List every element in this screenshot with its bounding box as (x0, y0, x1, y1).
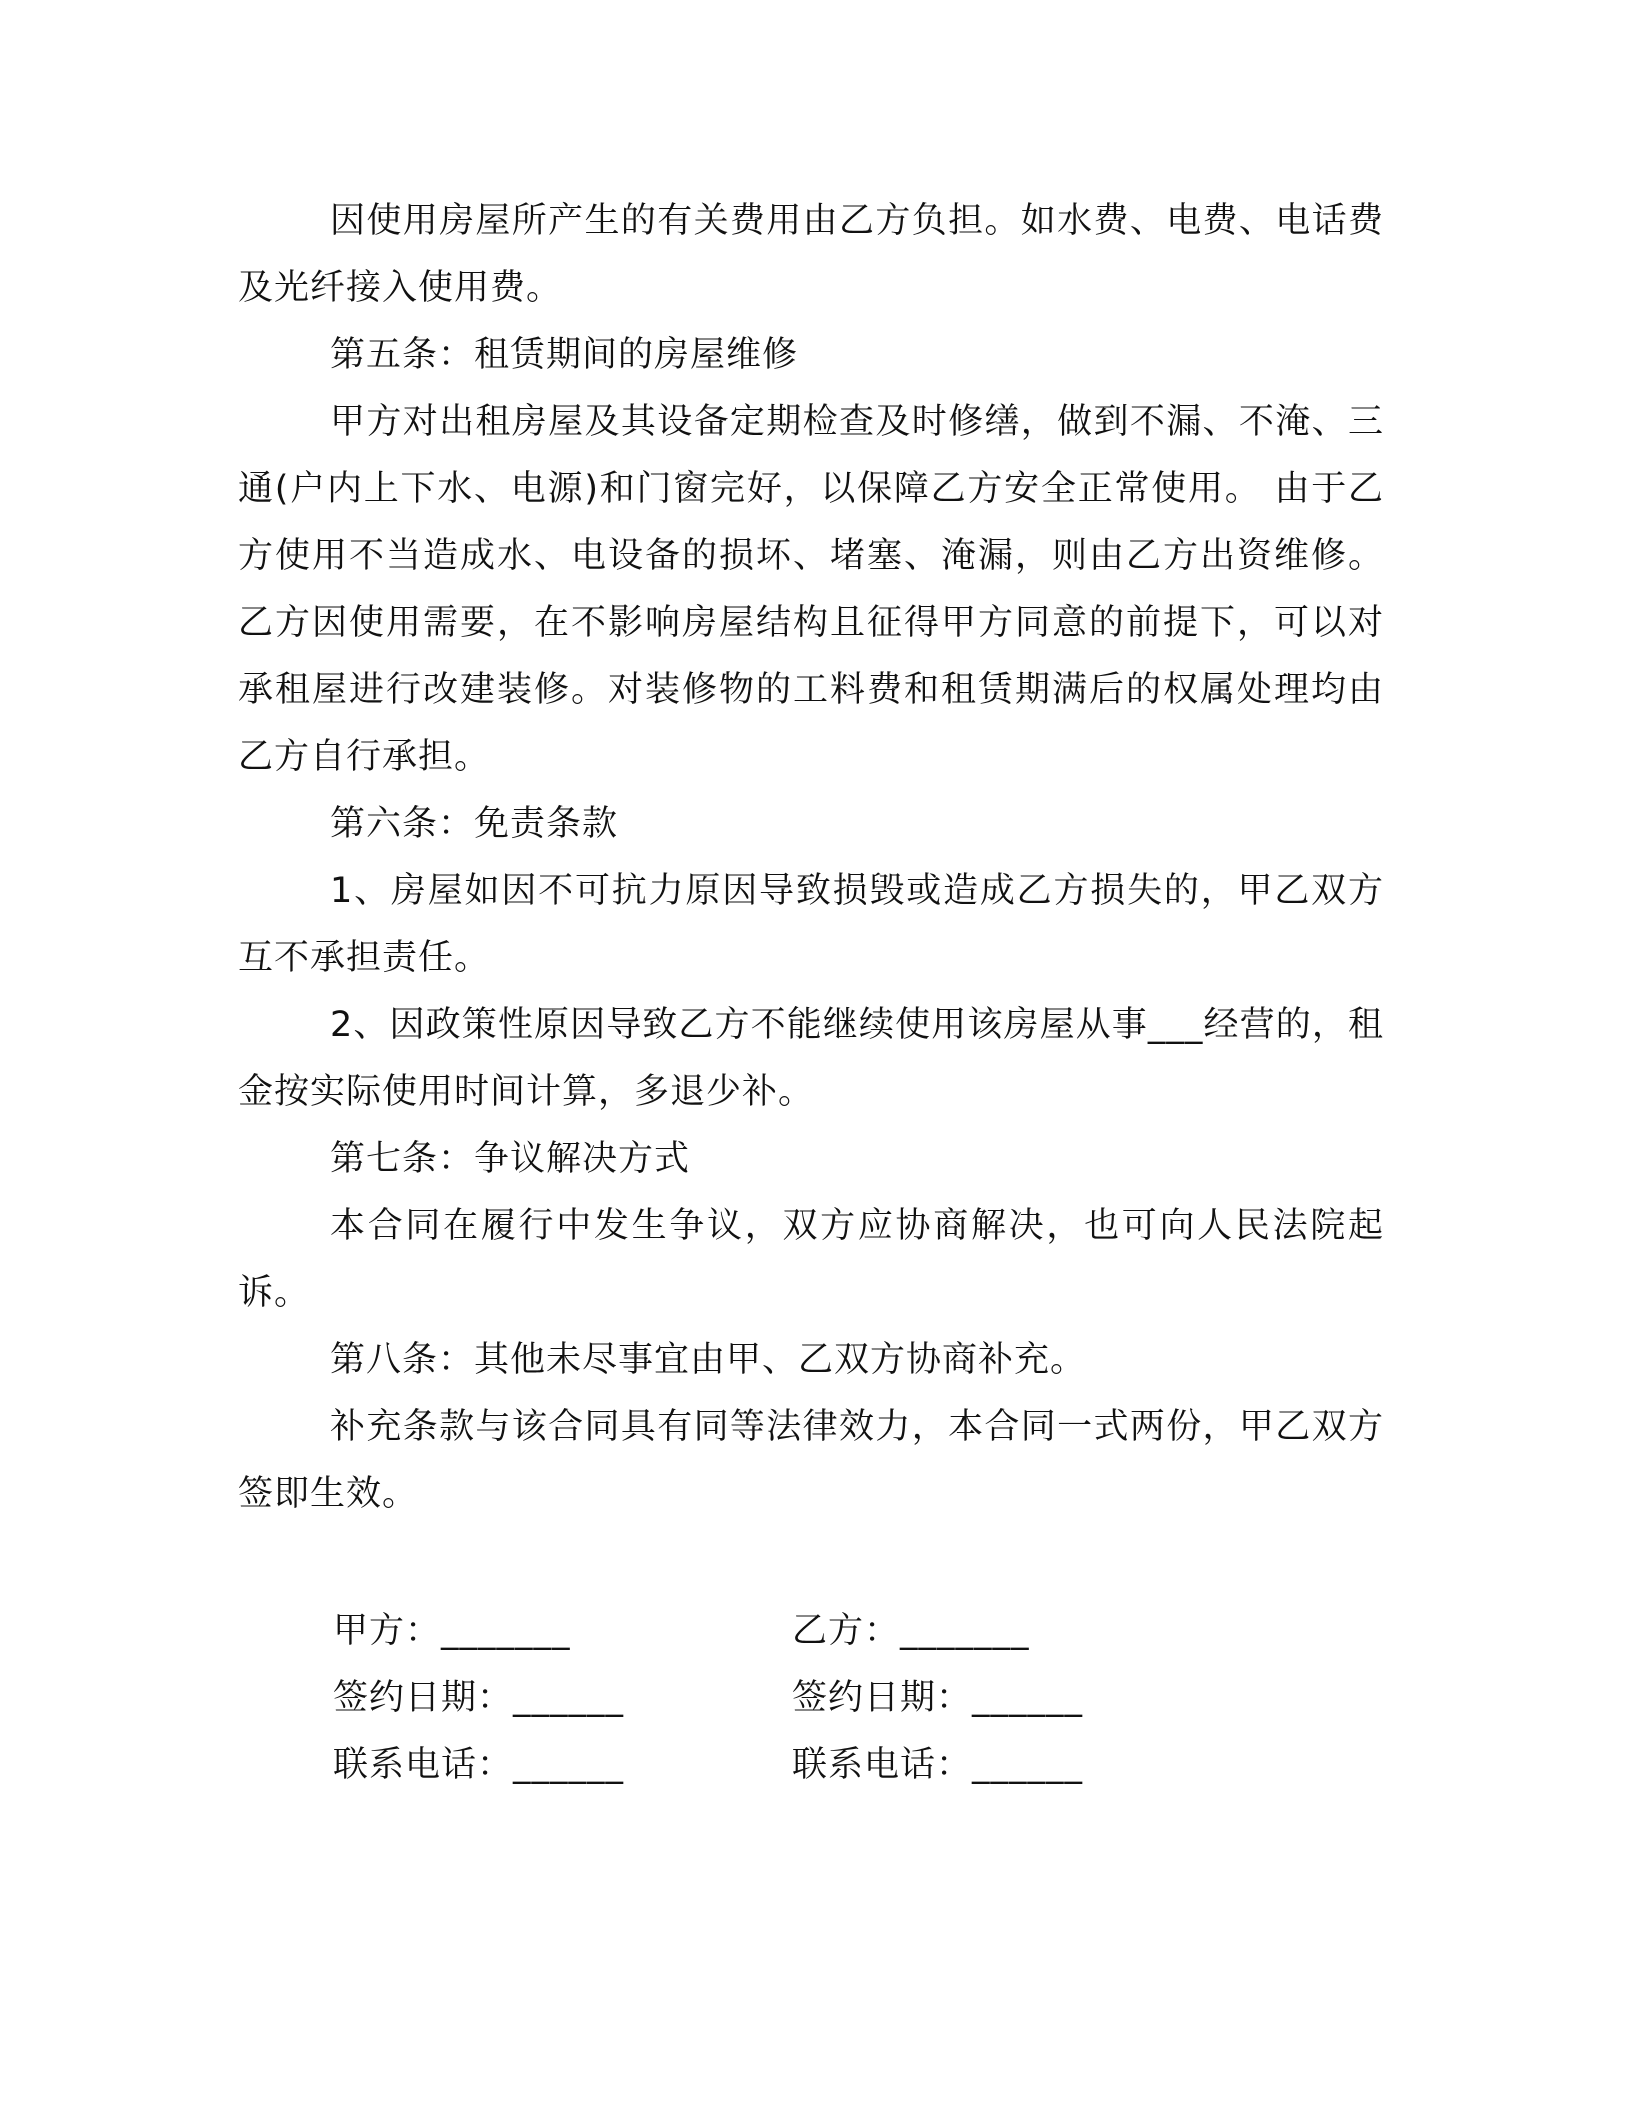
party-a-date: 签约日期：______ (333, 1678, 625, 1718)
signature-party-b (792, 1598, 1083, 1799)
paragraph-maintenance: 甲方对出租房屋及其设备定期检查及时修缮，做到不漏、不淹、三通(户内上下水、电源)和门窗完好，以保障乙方安全正常使用。 由于乙方使用不当造成水、电设备的损坏、堵塞、淹漏，则由乙方出资维修。 乙方因使用需要，在不影响房屋结构且征得甲方同意的前提下，可以对承租屋进行改建装修。对装修物的工料费和租赁期满后的权属处理均由乙方自行承担。 (238, 402, 1384, 777)
party-a-phone: 联系电话：______ (333, 1745, 625, 1785)
heading-article-6: 第六条：免责条款 (330, 804, 619, 844)
contract-body (238, 188, 1384, 1528)
party-a-name: 甲方：_______ (333, 1611, 571, 1651)
paragraph-fees: 因使用房屋所产生的有关费用由乙方负担。如水费、电费、电话费及光纤接入使用费。 (238, 201, 1384, 308)
heading-article-8: 第八条：其他未尽事宜由甲、乙双方协商补充。 (330, 1340, 1087, 1380)
signature-party-a (333, 1598, 624, 1799)
party-b-date: 签约日期：______ (792, 1678, 1084, 1718)
paragraph-exemption-1: 1、房屋如因不可抗力原因导致损毁或造成乙方损失的，甲乙双方互不承担责任。 (238, 871, 1384, 978)
party-b-name: 乙方：_______ (792, 1611, 1030, 1651)
paragraph-dispute: 本合同在履行中发生争议，双方应协商解决，也可向人民法院起诉。 (238, 1206, 1384, 1313)
heading-article-5: 第五条：租赁期间的房屋维修 (330, 335, 799, 375)
heading-article-7: 第七条：争议解决方式 (330, 1139, 691, 1179)
paragraph-exemption-2: 2、因政策性原因导致乙方不能继续使用该房屋从事___经营的，租金按实际使用时间计算，多退少补。 (238, 1005, 1384, 1112)
party-b-phone: 联系电话：______ (792, 1745, 1084, 1785)
paragraph-supplement: 补充条款与该合同具有同等法律效力，本合同一式两份，甲乙双方签即生效。 (238, 1407, 1384, 1514)
